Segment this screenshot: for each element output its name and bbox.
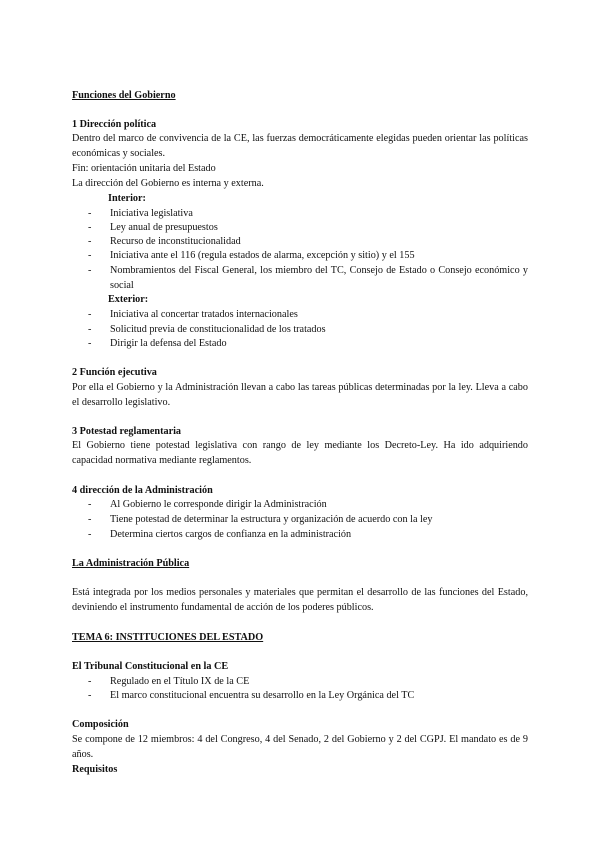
heading-potestad-reglamentaria: 3 Potestad reglamentaria <box>72 426 182 437</box>
paragraph-fin: Fin: orientación unitaria del Estado <box>72 163 216 174</box>
heading-direccion-politica: 1 Dirección política <box>72 119 157 130</box>
section-title-funciones-gobierno: Funciones del Gobierno <box>72 90 176 101</box>
paragraph-composicion: Se compone de 12 miembros: 4 del Congreso, 4 del Senado, 2 del Gobierno y 2 del CGPJ. El mandato es de 9 años. <box>72 734 528 760</box>
heading-requisitos: Requisitos <box>72 764 118 775</box>
paragraph-funcion-ejecutiva: Por ella el Gobierno y la Administración llevan a cabo las tareas públicas determinadas por la ley. Lleva a cabo el desarrollo legislativo. <box>72 382 528 408</box>
section-title-administracion-publica: La Administración Pública <box>72 558 190 569</box>
subheading-exterior: Exterior: <box>108 294 149 305</box>
heading-tribunal-constitucional: El Tribunal Constitucional en la CE <box>72 661 229 672</box>
paragraph-potestad-reglamentaria: El Gobierno tiene potestad legislativa con rango de ley mediante los Decreto-Ley. Ha ido adquiriendo capacidad normativa mediante reglamentos. <box>72 440 528 466</box>
paragraph-direccion-interna-externa: La dirección del Gobierno es interna y externa. <box>72 178 264 189</box>
heading-composicion: Composición <box>72 719 129 730</box>
paragraph-administracion-publica: Está integrada por los medios personales y materiales que permitan el desarrollo de las funciones del Estado, deviniendo el instrumento fundamental de acción de los poderes públicos. <box>72 587 528 613</box>
paragraph-direccion-politica: Dentro del marco de convivencia de la CE, las fuerzas democráticamente elegidas pueden orientar las políticas económicas y sociales. <box>72 133 528 159</box>
subheading-interior: Interior: <box>108 193 146 204</box>
heading-funcion-ejecutiva: 2 Función ejecutiva <box>72 367 157 378</box>
section-title-tema-6: TEMA 6: INSTITUCIONES DEL ESTADO <box>72 632 264 643</box>
heading-direccion-administracion: 4 dirección de la Administración <box>72 485 213 496</box>
